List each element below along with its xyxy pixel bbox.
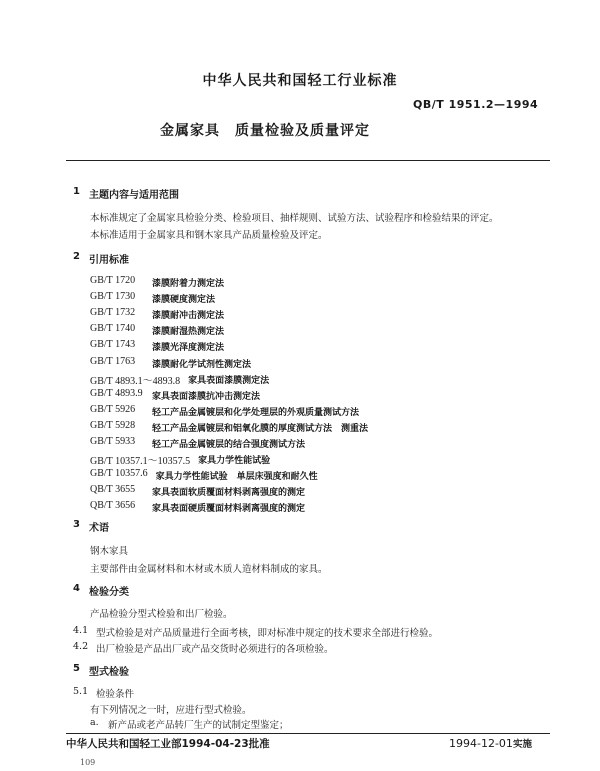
section-1-paragraph: 本标准适用于金属家具和钢木家具产品质量检验及评定。 bbox=[90, 230, 328, 241]
reference-code: GB/T 1730 bbox=[90, 291, 136, 303]
reference-code: GB/T 4893.1～4893.8 bbox=[90, 375, 181, 387]
effective-word: 实施 bbox=[512, 739, 532, 750]
reference-code: GB/T 5928 bbox=[90, 419, 136, 431]
reference-code: GB/T 1720 bbox=[90, 275, 136, 286]
term-name: 钢木家具 bbox=[90, 546, 129, 557]
clause-number: 4.1 bbox=[73, 625, 89, 636]
reference-title: 家具表面漆膜抗冲击测定法 bbox=[152, 391, 261, 402]
reference-title: 漆膜光泽度测定法 bbox=[152, 343, 225, 354]
effective-line bbox=[449, 736, 532, 750]
section-5-title: 型式检验 bbox=[89, 667, 129, 678]
reference-title: 漆膜耐冲击测定法 bbox=[152, 311, 225, 322]
section-1-paragraph: 本标准规定了金属家具检验分类、检验项目、抽样规则、试验方法、试验程序和检验结果的评定。 bbox=[90, 213, 499, 224]
section-4-intro: 产品检验分型式检验和出厂检验。 bbox=[90, 609, 233, 620]
approval-line: 中华人民共和国轻工业部1994-04-23批准 bbox=[66, 738, 270, 750]
reference-title: 轻工产品金属镀层和铝氧化膜的厚度测试方法 测重法 bbox=[152, 423, 369, 434]
reference-code: GB/T 10357.6 bbox=[90, 468, 148, 480]
section-5-intro: 有下列情况之一时，应进行型式检验。 bbox=[90, 705, 252, 716]
reference-title: 家具力学性能试验 单层床强度和耐久性 bbox=[155, 472, 318, 483]
header-divider bbox=[66, 160, 550, 161]
section-2-number: 2 bbox=[73, 251, 80, 262]
reference-code: GB/T 1743 bbox=[90, 339, 136, 351]
section-4-number: 4 bbox=[73, 583, 80, 594]
reference-title: 漆膜耐化学试剂性测定法 bbox=[152, 359, 252, 370]
reference-title: 家具表面硬质覆面材料剥离强度的测定 bbox=[152, 504, 306, 515]
clause-text: 出厂检验是产品出厂或产品交货时必须进行的各项检验。 bbox=[96, 644, 334, 655]
reference-code: GB/T 4893.9 bbox=[90, 387, 143, 399]
section-4-title: 检验分类 bbox=[89, 587, 129, 598]
clause-title: 检验条件 bbox=[96, 689, 135, 700]
standard-code: QB/T 1951.2—1994 bbox=[413, 98, 539, 111]
section-3-title: 术语 bbox=[89, 523, 109, 534]
clause-number: 4.2 bbox=[73, 641, 89, 652]
clause-number: 5.1 bbox=[73, 686, 89, 697]
reference-code: GB/T 10357.1～10357.5 bbox=[90, 456, 191, 468]
clause-text: 型式检验是对产品质量进行全面考核，即对标准中规定的技术要求全部进行检验。 bbox=[96, 628, 439, 639]
reference-code: GB/T 5933 bbox=[90, 436, 136, 447]
reference-title: 家具表面漆膜测定法 bbox=[188, 375, 270, 386]
section-2-title: 引用标准 bbox=[89, 255, 129, 266]
effective-date: 1994-12-01 bbox=[449, 737, 513, 750]
reference-title: 家具表面软质覆面材料剥离强度的测定 bbox=[152, 488, 306, 499]
page-number: 109 bbox=[80, 758, 96, 767]
section-1-title: 主题内容与适用范围 bbox=[89, 190, 179, 201]
reference-title: 家具力学性能试验 bbox=[198, 456, 271, 467]
reference-title: 轻工产品金属镀层和化学处理层的外观质量测试方法 bbox=[152, 407, 360, 418]
term-definition: 主要部件由金属材料和木材或木质人造材料制成的家具。 bbox=[90, 564, 328, 575]
footer-divider bbox=[66, 733, 550, 734]
reference-title: 漆膜耐湿热测定法 bbox=[152, 327, 225, 338]
reference-code: GB/T 1740 bbox=[90, 323, 136, 335]
list-item-label: a. bbox=[90, 717, 99, 728]
section-5-number: 5 bbox=[73, 663, 80, 674]
reference-code: GB/T 1763 bbox=[90, 355, 136, 367]
reference-code: GB/T 1732 bbox=[90, 307, 136, 319]
reference-title: 漆膜硬度测定法 bbox=[152, 295, 216, 306]
reference-code: QB/T 3655 bbox=[90, 484, 136, 496]
document-title: 金属家具 质量检验及质量评定 bbox=[160, 123, 370, 139]
standard-body-title: 中华人民共和国轻工行业标准 bbox=[202, 73, 398, 89]
reference-code: QB/T 3656 bbox=[90, 500, 136, 512]
section-1-number: 1 bbox=[73, 186, 80, 197]
reference-code: GB/T 5926 bbox=[90, 403, 136, 415]
reference-title: 漆膜附着力测定法 bbox=[152, 279, 225, 289]
list-item-text: 新产品或老产品转厂生产的试制定型鉴定； bbox=[108, 720, 289, 731]
section-3-number: 3 bbox=[73, 519, 80, 530]
reference-title: 轻工产品金属镀层的结合强度测试方法 bbox=[152, 440, 306, 450]
